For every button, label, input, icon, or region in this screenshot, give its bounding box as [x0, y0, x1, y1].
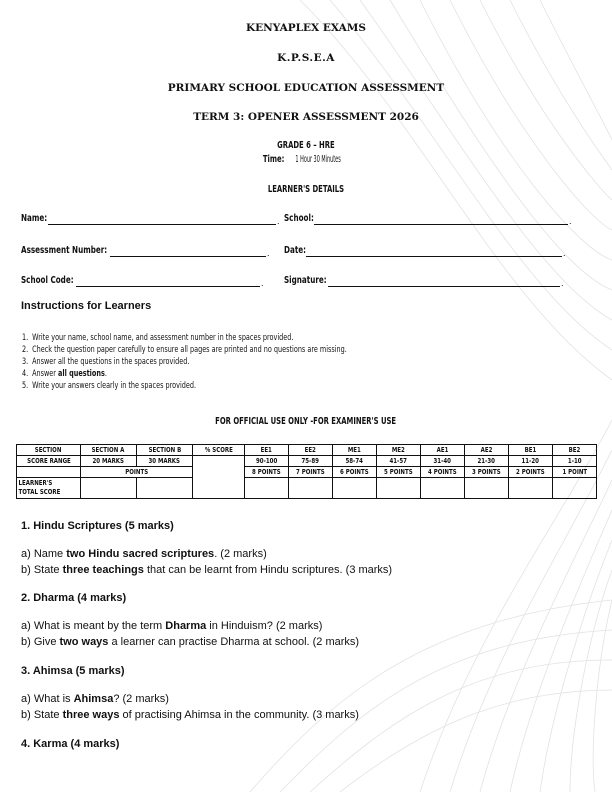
table-cell: [17, 467, 81, 478]
instruction-item-4: 4. Answer all questions.: [22, 369, 107, 379]
question-1b: b) State three teachings that can be learnt from Hindu scriptures. (3 marks): [21, 564, 393, 576]
table-cell: 41-57: [377, 456, 421, 467]
question-1-title: 1. Hindu Scriptures (5 marks): [21, 520, 174, 532]
table-cell: ME1: [333, 445, 377, 456]
table-cell: ME2: [377, 445, 421, 456]
table-cell: 11-20: [509, 456, 553, 467]
assessment-number-label: Assessment Number:: [21, 245, 108, 256]
table-cell: AE1: [421, 445, 465, 456]
question-2a: a) What is meant by the term Dharma in Hinduism? (2 marks): [21, 620, 323, 632]
table-row: [17, 456, 597, 467]
date-label: Date:: [284, 245, 307, 256]
school-dot: .: [569, 216, 572, 226]
table-cell: 7 POINTS: [289, 467, 333, 478]
table-cell: 90-100: [245, 456, 289, 467]
score-cell[interactable]: [377, 478, 421, 499]
table-cell: 21-30: [465, 456, 509, 467]
grade-subject: GRADE 6 – HRE: [277, 140, 335, 151]
date-dot: .: [563, 248, 566, 258]
assessment-title: PRIMARY SCHOOL EDUCATION ASSESSMENT: [167, 82, 445, 94]
table-cell: BE1: [509, 445, 553, 456]
score-cell[interactable]: [421, 478, 465, 499]
instructions-title: Instructions for Learners: [21, 300, 152, 312]
name-dot: .: [277, 216, 280, 226]
table-row: [17, 478, 597, 499]
table-cell: 3 POINTS: [465, 467, 509, 478]
name-label: Name:: [21, 213, 48, 224]
instruction-item-3: 3. Answer all the questions in the spaces provided.: [22, 357, 190, 367]
question-1a: a) Name two Hindu sacred scriptures. (2 marks): [21, 548, 267, 560]
time-allowed: Time: 1 Hour 30 Minutes: [262, 154, 341, 165]
question-4-title: 4. Karma (4 marks): [21, 738, 120, 750]
table-cell: 2 POINTS: [509, 467, 553, 478]
question-2b: b) Give two ways a learner can practise Dharma at school. (2 marks): [21, 636, 360, 648]
table-row: [17, 467, 597, 478]
table-cell: EE2: [289, 445, 333, 456]
table-cell: 8 POINTS: [245, 467, 289, 478]
table-cell: 5 POINTS: [377, 467, 421, 478]
table-cell: SCORE RANGE: [17, 456, 81, 467]
learner-total-label-cell: LEARNER'S TOTAL SCORE: [17, 478, 81, 499]
score-cell[interactable]: [289, 478, 333, 499]
school-code-dot: .: [261, 278, 264, 288]
table-cell: 6 POINTS: [333, 467, 377, 478]
percent-score-cell[interactable]: [193, 456, 245, 499]
table-cell: 4 POINTS: [421, 467, 465, 478]
instruction-item-5: 5. Write your answers clearly in the spaces provided.: [22, 381, 197, 391]
exam-body-title: KENYAPLEX EXAMS: [246, 22, 366, 34]
learner-details-heading: LEARNER'S DETAILS: [267, 184, 345, 195]
points-header-cell: POINTS: [81, 467, 193, 478]
table-cell: 75-89: [289, 456, 333, 467]
table-cell: % SCORE: [193, 445, 245, 456]
instruction-item-1: 1. Write your name, school name, and assessment number in the spaces provided.: [22, 333, 294, 343]
instruction-item-2: 2. Check the question paper carefully to ensure all pages are printed and no questions are missing.: [22, 345, 347, 355]
table-cell: 30 MARKS: [137, 456, 193, 467]
table-cell: 1-10: [553, 456, 597, 467]
question-2-title: 2. Dharma (4 marks): [21, 592, 127, 604]
score-table: [16, 444, 597, 499]
table-cell: SECTION B: [137, 445, 193, 456]
date-field[interactable]: [306, 256, 562, 257]
term-title: TERM 3: OPENER ASSESSMENT 2026: [193, 111, 419, 123]
table-cell: BE2: [553, 445, 597, 456]
assessment-number-dot: .: [267, 248, 270, 258]
score-cell[interactable]: [333, 478, 377, 499]
school-field[interactable]: [314, 224, 568, 225]
section-a-score-cell[interactable]: [81, 478, 137, 499]
signature-label: Signature:: [284, 275, 327, 286]
score-cell[interactable]: [509, 478, 553, 499]
assessment-number-field[interactable]: [110, 256, 266, 257]
table-cell: 20 MARKS: [81, 456, 137, 467]
school-code-field[interactable]: [76, 286, 260, 287]
table-cell: AE2: [465, 445, 509, 456]
signature-dot: .: [561, 278, 564, 288]
table-cell: 31-40: [421, 456, 465, 467]
table-cell: 58-74: [333, 456, 377, 467]
kpsea-title: K.P.S.E.A: [277, 52, 335, 64]
question-3a: a) What is Ahimsa? (2 marks): [21, 693, 169, 705]
table-cell: SECTION: [17, 445, 81, 456]
question-3-title: 3. Ahimsa (5 marks): [21, 665, 125, 677]
question-3b: b) State three ways of practising Ahimsa in the community. (3 marks): [21, 709, 359, 721]
table-row: [17, 445, 597, 456]
score-cell[interactable]: [245, 478, 289, 499]
official-use-heading: FOR OFFICIAL USE ONLY -FOR EXAMINER'S USE: [215, 416, 397, 427]
table-cell: EE1: [245, 445, 289, 456]
score-cell[interactable]: [553, 478, 597, 499]
signature-field[interactable]: [328, 286, 560, 287]
score-cell[interactable]: [465, 478, 509, 499]
school-label: School:: [284, 213, 314, 224]
table-cell: SECTION A: [81, 445, 137, 456]
section-b-score-cell[interactable]: [137, 478, 193, 499]
table-cell: 1 POINT: [553, 467, 597, 478]
school-code-label: School Code:: [21, 275, 74, 286]
name-field[interactable]: [48, 224, 276, 225]
